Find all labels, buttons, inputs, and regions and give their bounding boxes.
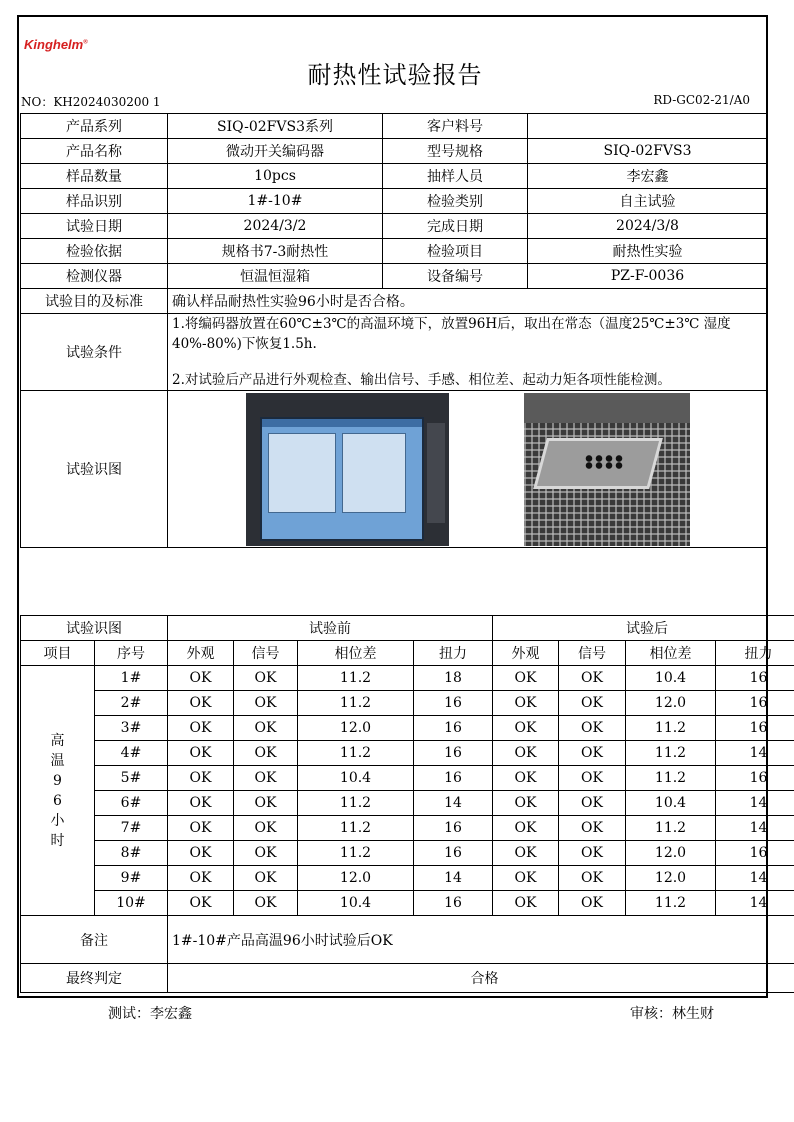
field-label: 产品名称 (21, 139, 168, 164)
company-logo: Kinghelm® (24, 37, 88, 52)
field-value: 2024/3/8 (528, 214, 768, 239)
remark-text: 1#-10#产品高温96小时试验后OK (168, 916, 794, 964)
group-label-char: 9 (53, 772, 62, 789)
results-table (20, 615, 794, 993)
table-cell: OK (493, 891, 559, 916)
column-header: 信号 (234, 641, 298, 666)
table-row (21, 841, 794, 866)
table-cell: 10# (95, 891, 168, 916)
results-header-row (21, 616, 794, 641)
table-cell: OK (168, 816, 234, 841)
condition-item: 1.将编码器放置在60℃±3℃的高温环境下，放置96H后，取出在常态（温度25℃±3℃ 湿度40%-80%)下恢复1.5h. (172, 316, 731, 352)
field-value: 微动开关编码器 (168, 139, 383, 164)
table-cell: 16 (716, 841, 794, 866)
field-value: 2024/3/2 (168, 214, 383, 239)
column-header: 扭力 (716, 641, 794, 666)
condition-text (168, 314, 768, 391)
table-cell: 11.2 (626, 741, 716, 766)
table-cell: OK (559, 716, 626, 741)
field-label: 检验类别 (383, 189, 528, 214)
table-cell: OK (168, 791, 234, 816)
verdict-row (21, 964, 794, 993)
table-cell: OK (234, 791, 298, 816)
table-cell: OK (493, 741, 559, 766)
column-header-row (21, 641, 794, 666)
table-cell: 11.2 (626, 716, 716, 741)
group-label-char: 时 (50, 832, 65, 849)
table-row (21, 691, 794, 716)
field-value: 自主试验 (528, 189, 768, 214)
table-cell: 11.2 (298, 841, 414, 866)
field-label: 检验依据 (21, 239, 168, 264)
table-cell: 18 (414, 666, 493, 691)
table-cell: 12.0 (626, 841, 716, 866)
field-value: SIQ-02FVS3 (528, 139, 768, 164)
field-label: 客户料号 (383, 114, 528, 139)
table-row (21, 716, 794, 741)
before-header: 试验前 (168, 616, 493, 641)
table-cell: OK (493, 666, 559, 691)
field-label: 检验项目 (383, 239, 528, 264)
table-cell: OK (234, 891, 298, 916)
table-cell: 16 (414, 841, 493, 866)
column-header: 序号 (95, 641, 168, 666)
group-label-char: 6 (53, 792, 62, 809)
table-cell: OK (493, 866, 559, 891)
field-value: 耐热性实验 (528, 239, 768, 264)
column-header: 相位差 (626, 641, 716, 666)
column-header: 相位差 (298, 641, 414, 666)
table-cell: OK (234, 666, 298, 691)
table-cell: 10.4 (626, 791, 716, 816)
field-value: 李宏鑫 (528, 164, 768, 189)
table-cell: OK (168, 891, 234, 916)
field-value: 1#-10# (168, 189, 383, 214)
group-label-char: 高 (50, 732, 65, 749)
table-cell: OK (234, 741, 298, 766)
table-cell: 4# (95, 741, 168, 766)
report-number: NO：KH2024030200 1 (21, 95, 161, 109)
table-cell: 16 (414, 691, 493, 716)
remark-row (21, 916, 794, 964)
document-code: RD-GC02-21/A0 (653, 93, 750, 107)
table-cell: OK (493, 816, 559, 841)
table-cell: OK (168, 866, 234, 891)
table-cell: 14 (716, 791, 794, 816)
info-row (21, 139, 768, 164)
table-cell: 10.4 (626, 666, 716, 691)
field-label: 抽样人员 (383, 164, 528, 189)
table-cell: 14 (716, 866, 794, 891)
table-row (21, 891, 794, 916)
table-cell: OK (559, 791, 626, 816)
purpose-row (21, 289, 768, 314)
table-cell: OK (559, 841, 626, 866)
table-cell: OK (493, 766, 559, 791)
table-cell: OK (559, 866, 626, 891)
photo-label: 试验识图 (21, 616, 168, 641)
table-cell: 11.2 (298, 741, 414, 766)
table-cell: 1# (95, 666, 168, 691)
field-label: 样品识别 (21, 189, 168, 214)
table-cell: 12.0 (626, 866, 716, 891)
column-header: 外观 (493, 641, 559, 666)
info-row (21, 239, 768, 264)
table-cell: 16 (414, 766, 493, 791)
table-cell: 10.4 (298, 766, 414, 791)
field-value (528, 114, 768, 139)
table-cell: OK (559, 816, 626, 841)
table-cell: 7# (95, 816, 168, 841)
table-cell: OK (559, 766, 626, 791)
table-cell: OK (168, 841, 234, 866)
table-row (21, 816, 794, 841)
column-header: 扭力 (414, 641, 493, 666)
column-header: 外观 (168, 641, 234, 666)
condition-row (21, 314, 768, 391)
field-value: 规格书7-3耐热性 (168, 239, 383, 264)
results-body (21, 616, 794, 993)
field-label: 试验日期 (21, 214, 168, 239)
reviewer-signature: 审核：林生财 (630, 1006, 714, 1022)
table-cell: OK (559, 691, 626, 716)
field-label: 设备编号 (383, 264, 528, 289)
verdict-value: 合格 (168, 964, 794, 993)
table-cell: 16 (414, 741, 493, 766)
table-cell: OK (168, 766, 234, 791)
table-cell: 14 (716, 741, 794, 766)
table-cell: 16 (716, 716, 794, 741)
table-cell: 16 (716, 766, 794, 791)
table-cell: OK (234, 691, 298, 716)
report-title: 耐热性试验报告 (307, 61, 483, 89)
tester-signature: 测试：李宏鑫 (108, 1006, 192, 1022)
table-cell: 14 (414, 791, 493, 816)
chamber-interior-photo (524, 393, 690, 546)
table-cell: OK (493, 691, 559, 716)
table-cell: 14 (716, 891, 794, 916)
group-label (21, 666, 95, 916)
after-header: 试验后 (493, 616, 794, 641)
column-header: 信号 (559, 641, 626, 666)
info-table (20, 113, 768, 548)
table-cell: OK (234, 816, 298, 841)
info-row (21, 189, 768, 214)
field-label: 完成日期 (383, 214, 528, 239)
chamber-screen-photo (246, 393, 449, 546)
field-label: 试验识图 (21, 391, 168, 548)
table-cell: OK (559, 741, 626, 766)
field-label: 试验条件 (21, 314, 168, 391)
remark-label: 备注 (21, 916, 168, 964)
table-cell: OK (493, 791, 559, 816)
table-cell: OK (234, 866, 298, 891)
table-row (21, 866, 794, 891)
table-cell: 11.2 (626, 766, 716, 791)
field-label: 产品系列 (21, 114, 168, 139)
table-cell: 12.0 (298, 716, 414, 741)
group-label-char: 温 (50, 752, 65, 769)
verdict-label: 最终判定 (21, 964, 168, 993)
field-value: 恒温恒湿箱 (168, 264, 383, 289)
table-cell: OK (168, 666, 234, 691)
table-cell: 16 (414, 891, 493, 916)
photo-row (21, 391, 768, 548)
field-label: 型号规格 (383, 139, 528, 164)
table-cell: 16 (716, 691, 794, 716)
table-cell: 11.2 (298, 666, 414, 691)
table-cell: OK (493, 716, 559, 741)
field-label: 样品数量 (21, 164, 168, 189)
table-cell: 9# (95, 866, 168, 891)
column-header: 项目 (21, 641, 95, 666)
table-cell: 2# (95, 691, 168, 716)
table-row (21, 741, 794, 766)
table-cell: 14 (716, 816, 794, 841)
table-cell: OK (493, 841, 559, 866)
table-cell: OK (234, 716, 298, 741)
table-cell: 11.2 (626, 891, 716, 916)
purpose-text: 确认样品耐热性实验96小时是否合格。 (168, 289, 768, 314)
table-cell: 3# (95, 716, 168, 741)
info-row (21, 164, 768, 189)
table-cell: 11.2 (298, 816, 414, 841)
table-cell: OK (168, 741, 234, 766)
table-row (21, 791, 794, 816)
table-cell: 12.0 (626, 691, 716, 716)
field-value: PZ-F-0036 (528, 264, 768, 289)
table-cell: 11.2 (626, 816, 716, 841)
field-value: SIQ-02FVS3系列 (168, 114, 383, 139)
table-cell: 16 (414, 816, 493, 841)
condition-item: 2.对试验后产品进行外观检查、输出信号、手感、相位差、起动力矩各项性能检测。 (172, 372, 671, 388)
table-cell: OK (234, 841, 298, 866)
photo-cell (168, 391, 768, 548)
field-label: 检测仪器 (21, 264, 168, 289)
info-row (21, 214, 768, 239)
table-cell: 14 (414, 866, 493, 891)
field-label: 试验目的及标准 (21, 289, 168, 314)
table-cell: OK (559, 891, 626, 916)
table-cell: 16 (414, 716, 493, 741)
table-cell: OK (168, 716, 234, 741)
info-row (21, 264, 768, 289)
table-cell: 5# (95, 766, 168, 791)
table-cell: 16 (716, 666, 794, 691)
table-cell: OK (234, 766, 298, 791)
info-row (21, 114, 768, 139)
table-row (21, 666, 794, 691)
table-cell: OK (559, 666, 626, 691)
table-cell: 12.0 (298, 866, 414, 891)
field-value: 10pcs (168, 164, 383, 189)
table-cell: 10.4 (298, 891, 414, 916)
table-cell: 8# (95, 841, 168, 866)
table-cell: 11.2 (298, 691, 414, 716)
group-label-char: 小 (50, 812, 65, 829)
table-cell: OK (168, 691, 234, 716)
table-cell: 11.2 (298, 791, 414, 816)
table-cell: 6# (95, 791, 168, 816)
table-row (21, 766, 794, 791)
